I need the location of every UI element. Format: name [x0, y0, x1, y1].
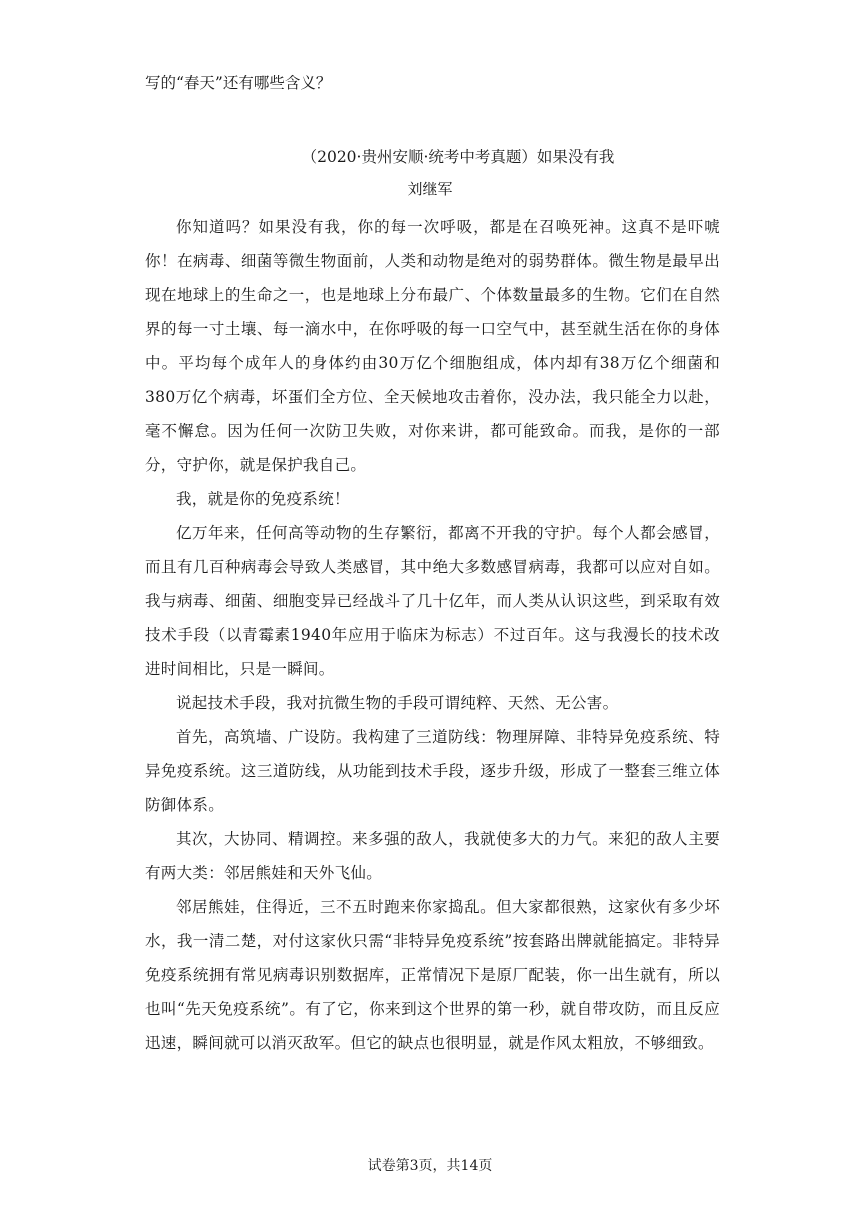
passage-author: 刘继军	[407, 180, 453, 198]
passage-body	[145, 210, 720, 1060]
paragraph: 邻居熊娃，住得近，三不五时跑来你家捣乱。但大家都很熟，这家伙有多少坏水，我一清二楚，对付这家伙只需“非特异免疫系统”按套路出牌就能搞定。非特异免疫系统拥有常见病毒识别数据库，正常情况下是原厂配装，你一出生就有，所以也叫“先天免疫系统”。有了它，你来到这个世界的第一秒，就自带攻防，而且反应迅速，瞬间就可以消灭敌军。但它的缺点也很明显，就是作风太粗放，不够细致。	[145, 898, 720, 1052]
previous-question-tail: 写的“春天”还有哪些含义？	[145, 74, 332, 92]
paragraph: 我，就是你的免疫系统！	[176, 490, 350, 508]
paragraph: 你知道吗？如果没有我，你的每一次呼吸，都是在召唤死神。这真不是吓唬你！在病毒、细菌等微生物面前，人类和动物是绝对的弱势群体。微生物是最早出现在地球上的生命之一，也是地球上分布最广、个体数量最多的生物。它们在自然界的每一寸土壤、每一滴水中，在你呼吸的每一口空气中，甚至就生活在你的身体中。平均每个成年人的身体约由30万亿个细胞组成，体内却有38万亿个细菌和380万亿个病毒，坏蛋们全方位、全天候地攻击着你，没办法，我只能全力以赴，毫不懈怠。因为任何一次防卫失败，对你来讲，都可能致命。而我，是你的一部分，守护你，就是保护我自己。	[145, 218, 720, 474]
paragraph: 亿万年来，任何高等动物的生存繁衍，都离不开我的守护。每个人都会感冒，而且有几百种病毒会导致人类感冒，其中绝大多数感冒病毒，我都可以应对自如。我与病毒、细菌、细胞变异已经战斗了几十亿年，而人类从认识这些，到采取有效技术手段（以青霉素1940年应用于临床为标志）不过百年。这与我漫长的技术改进时间相比，只是一瞬间。	[145, 524, 720, 678]
passage-title: （2020·贵州安顺·统考中考真题）如果没有我	[301, 148, 615, 166]
page-footer: 试卷第3页，共14页	[367, 1158, 493, 1174]
paragraph: 其次，大协同、精调控。来多强的敌人，我就使多大的力气。来犯的敌人主要有两大类：邻居熊娃和天外飞仙。	[145, 830, 720, 882]
paragraph: 说起技术手段，我对抗微生物的手段可谓纯粹、天然、无公害。	[176, 694, 619, 712]
paragraph: 首先，高筑墙、广设防。我构建了三道防线：物理屏障、非特异免疫系统、特异免疫系统。这三道防线，从功能到技术手段，逐步升级，形成了一整套三维立体防御体系。	[145, 728, 720, 814]
